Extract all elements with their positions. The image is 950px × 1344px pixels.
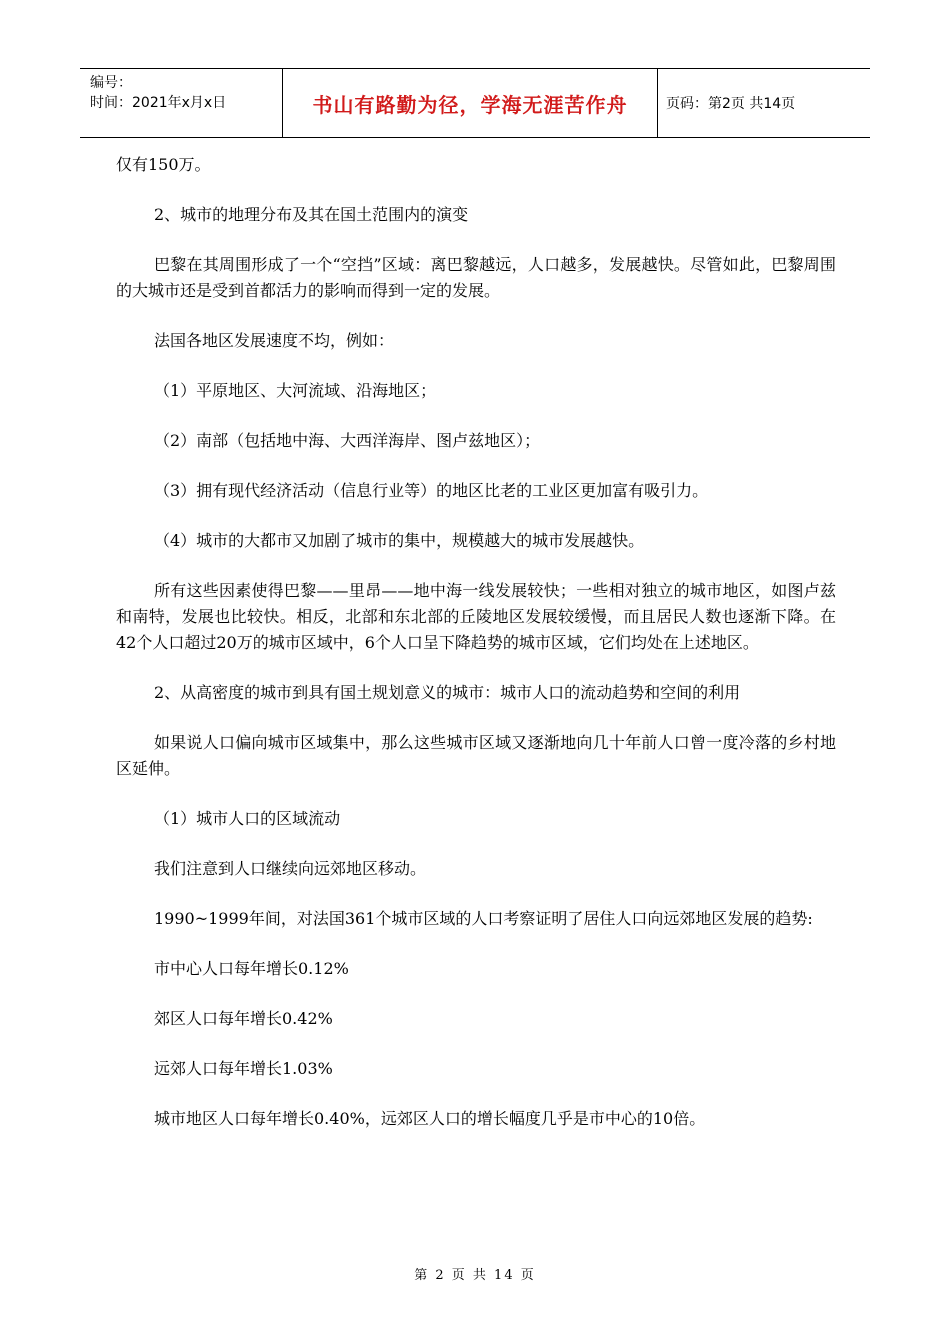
list-item: （3）拥有现代经济活动（信息行业等）的地区比老的工业区更加富有吸引力。: [154, 481, 709, 500]
paragraph: 我们注意到人口继续向远郊地区移动。: [154, 859, 427, 878]
paragraph: 巴黎在其周围形成了一个“空挡”区域：离巴黎越远，人口越多，发展越快。尽管如此，巴黎周围的大城市还是受到首都活力的影响而得到一定的发展。: [116, 255, 836, 300]
paragraph: 所有这些因素使得巴黎——里昂——地中海一线发展较快；一些相对独立的城市地区，如图卢兹和南特，发展也比较快。相反，北部和东北部的丘陵地区发展较缓慢，而且居民人数也逐渐下降。在42个人口超过20万的城市区域中，6个人口呈下降趋势的城市区域，它们均处在上述地区。: [116, 581, 836, 652]
header-page-info: 页码：第2页 共14页: [666, 96, 796, 112]
time-label: 时间：2021年x月x日: [90, 95, 227, 111]
header-meta: [80, 69, 283, 137]
header-motto: 书山有路勤为径，学海无涯苦作舟: [283, 69, 658, 137]
list-item: （4）城市的大都市又加剧了城市的集中，规模越大的城市发展越快。: [154, 531, 645, 550]
statistic-line: 远郊人口每年增长1.03%: [154, 1059, 333, 1078]
subsection-heading: （1）城市人口的区域流动: [154, 809, 341, 828]
statistic-line: 郊区人口每年增长0.42%: [154, 1009, 333, 1028]
paragraph: 如果说人口偏向城市区域集中，那么这些城市区域又逐渐地向几十年前人口曾一度冷落的乡村地区延伸。: [116, 733, 836, 778]
number-label: 编号：: [90, 75, 132, 91]
list-item: （2）南部（包括地中海、大西洋海岸、图卢兹地区）；: [154, 431, 541, 450]
page-footer: 第 2 页 共 14 页: [414, 1268, 536, 1283]
paragraph: 法国各地区发展速度不均，例如：: [154, 331, 395, 350]
document-body: [116, 152, 836, 1132]
paragraph: 仅有150万。: [116, 155, 211, 174]
page-header: [80, 68, 870, 138]
section-heading: 2、从高密度的城市到具有国土规划意义的城市：城市人口的流动趋势和空间的利用: [154, 683, 741, 702]
statistic-line: 市中心人口每年增长0.12%: [154, 959, 349, 978]
paragraph: 城市地区人口每年增长0.40%，远郊区人口的增长幅度几乎是市中心的10倍。: [154, 1109, 706, 1128]
paragraph: 1990~1999年间，对法国361个城市区域的人口考察证明了居住人口向远郊地区发展的趋势:: [154, 909, 813, 928]
section-heading: 2、城市的地理分布及其在国土范围内的演变: [154, 205, 469, 224]
list-item: （1）平原地区、大河流域、沿海地区；: [154, 381, 437, 400]
